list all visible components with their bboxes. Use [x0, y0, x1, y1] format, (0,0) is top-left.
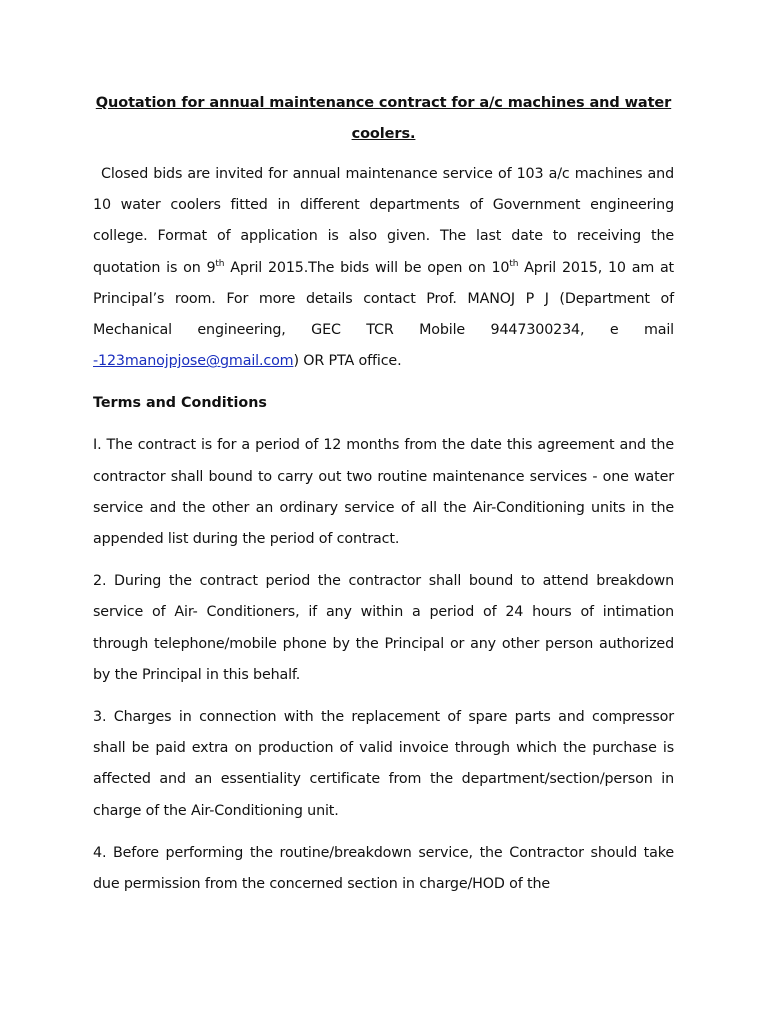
- term-3: 3. Charges in connection with the replacement of spare parts and compressor shall be paid extra on production of valid invoice through which the purchase is affected and an essentiality certificate from the department/section/person in charge of the Air-Conditioning unit.: [93, 709, 674, 819]
- email-link[interactable]: -123manojpjose@gmail.com: [93, 353, 294, 370]
- terms-heading: Terms and Conditions: [93, 395, 267, 412]
- intro-text-4: ) OR PTA office.: [293, 353, 402, 370]
- term-4: 4. Before performing the routine/breakdown service, the Contractor should take due permission from the concerned section in charge/HOD of the: [93, 844, 674, 893]
- term-1: I. The contract is for a period of 12 months from the date this agreement and the contractor shall bound to carry out two routine maintenance services - one water service and the other an ordinary service of all the Air-Conditioning units in the appended list during the period of contract.: [93, 437, 674, 548]
- document-title: [93, 88, 674, 150]
- term-2: 2. During the contract period the contractor shall bound to attend breakdown service of Air- Conditioners, if any within a period of 24 hours of intimation through telephone/mobile phone by the Principal or any other person authorized by the Principal in this behalf.: [93, 573, 674, 683]
- intro-paragraph: [93, 159, 674, 377]
- title-line-1: Quotation for annual maintenance contract for a/c machines and water: [95, 95, 672, 111]
- intro-superscript-2: th: [509, 258, 519, 269]
- document-page: [93, 88, 674, 911]
- intro-text-1: Closed bids are invited for annual maintenance service of 103 a/c machines and 10 water coolers fitted in different departments of Government engineering college. Format of application is also given. The last date to receiving the quotation is on 9: [93, 166, 674, 276]
- title-line-2: coolers.: [351, 126, 416, 142]
- intro-text-3: April 2015, 10 am at Principal’s room. For more details contact Prof. MANOJ P J (Department of Mechanical engineering, GEC TCR Mobile 9447300234, e mail: [93, 259, 675, 339]
- intro-superscript-1: th: [215, 258, 225, 269]
- intro-text-2: April 2015.The bids will be open on 10: [224, 259, 510, 276]
